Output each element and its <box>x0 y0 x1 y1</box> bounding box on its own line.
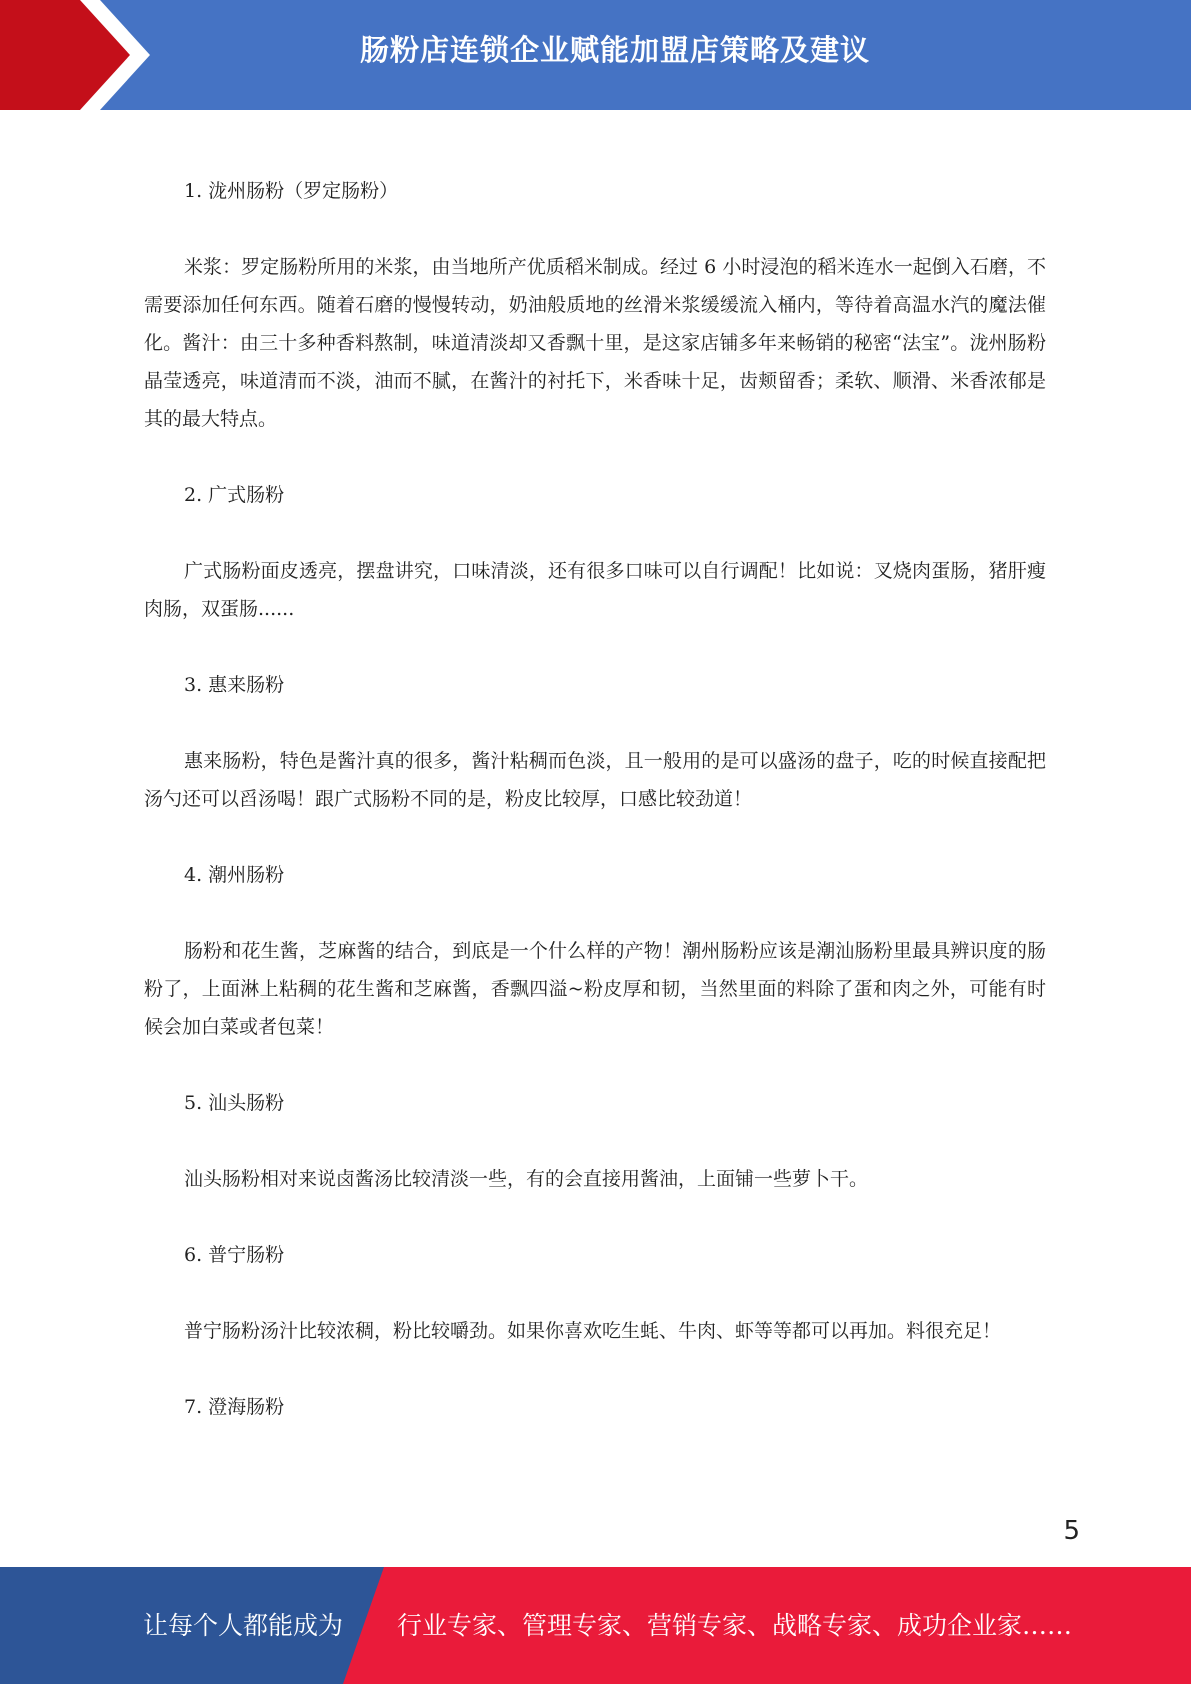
section-paragraph: 肠粉和花生酱，芝麻酱的结合，到底是一个什么样的产物！潮州肠粉应该是潮汕肠粉里最具辨识度的肠粉了，上面淋上粘稠的花生酱和芝麻酱，香飘四溢~粉皮厚和韧，当然里面的料除了蛋和肉之外，可能有时候会加白菜或者包菜！ <box>144 940 1046 1038</box>
page-footer <box>0 1567 1191 1684</box>
section-paragraph: 广式肠粉面皮透亮，摆盘讲究，口味清淡，还有很多口味可以自行调配！比如说：叉烧肉蛋肠，猪肝瘦肉肠，双蛋肠...... <box>144 560 1046 620</box>
section-heading: 7. 澄海肠粉 <box>184 1396 285 1418</box>
section-7 <box>144 1388 1046 1426</box>
page-number: 5 <box>1063 1516 1080 1546</box>
section-heading: 4. 潮州肠粉 <box>184 864 285 886</box>
section-4 <box>144 856 1046 1084</box>
section-heading: 5. 汕头肠粉 <box>184 1092 285 1114</box>
section-2 <box>144 476 1046 666</box>
section-5 <box>144 1084 1046 1236</box>
section-heading: 3. 惠来肠粉 <box>184 674 285 696</box>
footer-slogan-right: 行业专家、管理专家、营销专家、战略专家、成功企业家…… <box>397 1611 1073 1640</box>
page-title: 肠粉店连锁企业赋能加盟店策略及建议 <box>359 33 870 67</box>
section-paragraph: 普宁肠粉汤汁比较浓稠，粉比较嚼劲。如果你喜欢吃生蚝、牛肉、虾等等都可以再加。料很充足！ <box>184 1320 1002 1342</box>
section-paragraph: 汕头肠粉相对来说卤酱汤比较清淡一些，有的会直接用酱油，上面铺一些萝卜干。 <box>184 1168 869 1190</box>
section-heading: 6. 普宁肠粉 <box>184 1244 285 1266</box>
footer-slogan-left: 让每个人都能成为 <box>143 1611 344 1640</box>
section-6 <box>144 1236 1046 1388</box>
section-paragraph: 惠来肠粉，特色是酱汁真的很多，酱汁粘稠而色淡，且一般用的是可以盛汤的盘子，吃的时候直接配把汤勺还可以舀汤喝！跟广式肠粉不同的是，粉皮比较厚，口感比较劲道！ <box>144 750 1046 810</box>
page-header <box>0 0 1191 110</box>
section-3 <box>144 666 1046 856</box>
section-1 <box>144 172 1046 476</box>
section-paragraph: 米浆：罗定肠粉所用的米浆，由当地所产优质稻米制成。经过 6 小时浸泡的稻米连水一起倒入石磨，不需要添加任何东西。随着石磨的慢慢转动，奶油般质地的丝滑米浆缓缓流入桶内，等待着高温水汽的魔法催化。酱汁：由三十多种香料熬制，味道清淡却又香飘十里，是这家店铺多年来畅销的秘密“法宝”。泷州肠粉晶莹透亮，味道清而不淡，油而不腻，在酱汁的衬托下，米香味十足，齿颊留香；柔软、顺滑、米香浓郁是其的最大特点。 <box>144 256 1046 430</box>
document-body <box>144 172 1046 1426</box>
section-heading: 2. 广式肠粉 <box>184 484 285 506</box>
section-heading: 1. 泷州肠粉（罗定肠粉） <box>184 180 399 202</box>
